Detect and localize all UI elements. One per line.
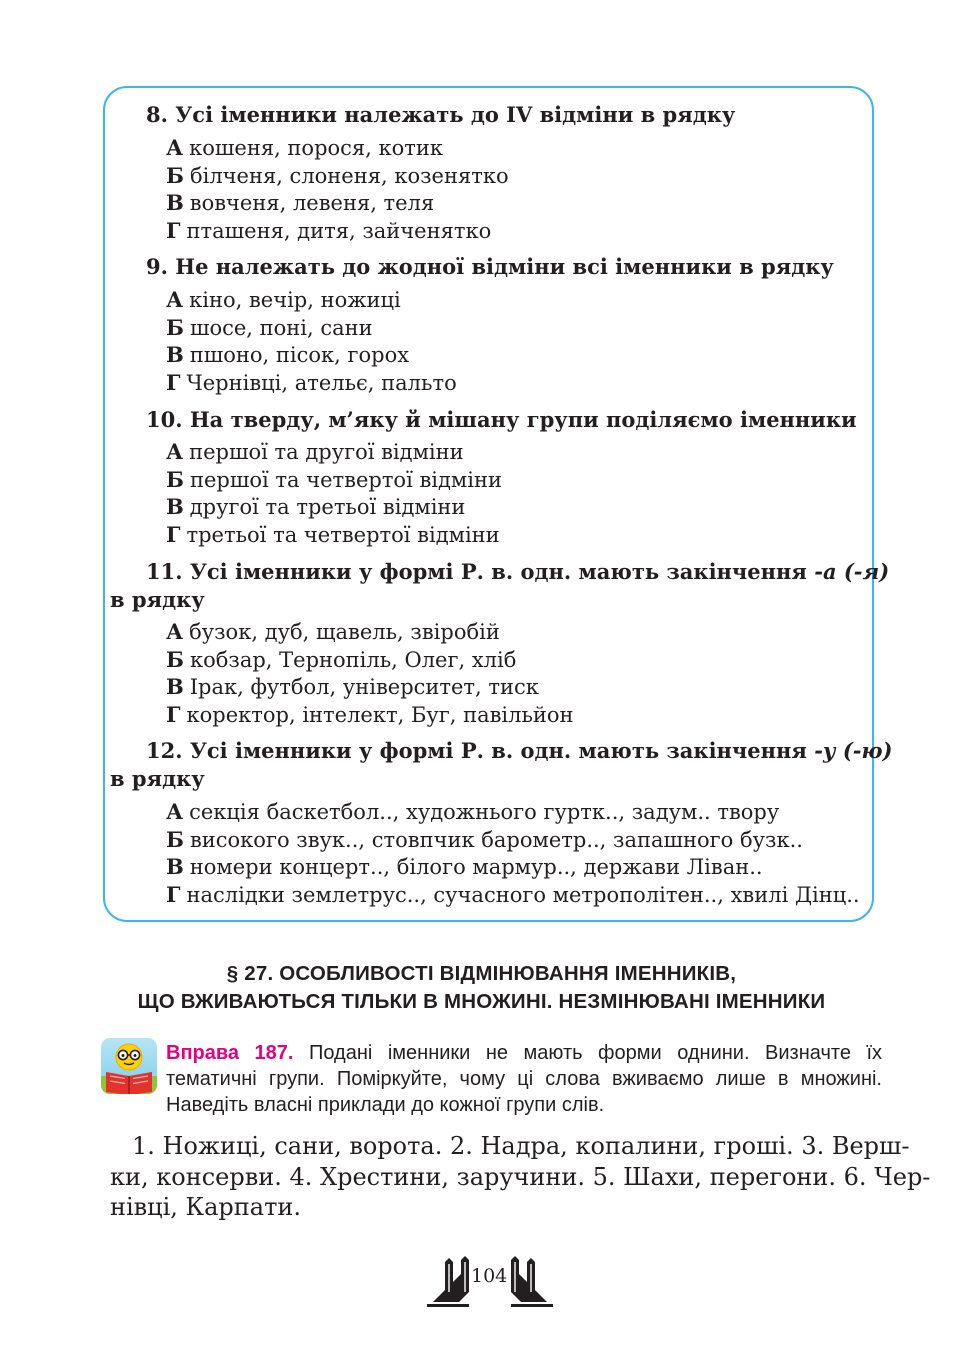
option-text: кіно, вечір, ножиці [189,288,401,312]
option-letter: Г [166,882,181,907]
question-12-option-b[interactable] [166,826,803,854]
option-letter: Г [166,218,181,243]
question-12-option-c[interactable] [166,853,763,881]
option-letter: Б [166,163,184,188]
question-10-option-c[interactable] [166,493,465,521]
question-12-option-d[interactable] [166,881,860,909]
option-letter: Б [166,315,184,340]
option-letter: Б [166,827,184,852]
option-letter: Б [166,467,184,492]
option-text: бузок, дуб, щавель, звіробій [189,620,500,644]
question-title-text: 12. Усі іменники у формі Р. в. одн. мають закінчення [146,738,815,763]
exercise-instructions [166,1040,882,1118]
option-text: наслідки землетрус.., сучасного метрополітен.., хвилі Дінц.. [186,883,860,907]
option-letter: Г [166,370,181,395]
question-ending: -у (-ю) [814,738,893,763]
question-8-option-c[interactable] [166,189,434,217]
question-10-option-a[interactable] [166,438,464,466]
option-text: білченя, слоненя, козенятко [189,164,509,188]
exercise-line-3: Наведіть власні приклади до кожної групи слів. [166,1094,605,1116]
option-text: шосе, поні, сани [189,316,373,340]
question-title-text: 11. Усі іменники у формі Р. в. одн. мають закінчення [146,559,815,584]
question-ending: -а (-я) [814,559,890,584]
body-text-line-3: нівці, Карпати. [110,1193,302,1221]
option-text: високого звук.., стовпчик барометр.., запашного бузк.. [189,828,803,852]
option-text: Чернівці, ательє, пальто [186,371,457,395]
question-9-option-c[interactable] [166,341,409,369]
reading-student-icon [101,1038,157,1094]
option-letter: В [166,190,184,215]
option-letter: В [166,494,184,519]
section-heading-line-1: § 27. ОСОБЛИВОСТІ ВІДМІНЮВАННЯ ІМЕННИКІВ, [226,962,737,985]
question-10-option-d[interactable] [166,521,500,549]
question-11-option-b[interactable] [166,646,516,674]
question-9-title: 9. Не належать до жодної відміни всі іменники в рядку [146,254,834,279]
option-letter: Г [166,522,181,547]
question-11-option-d[interactable] [166,701,574,729]
question-10-title: 10. На тверду, м’яку й мішану групи поділяємо іменники [146,407,857,432]
option-letter: В [166,854,184,879]
question-10-option-b[interactable] [166,466,502,494]
question-12-title [146,737,892,765]
question-11-title [146,558,889,586]
question-11-option-c[interactable] [166,673,539,701]
option-letter: А [166,439,184,464]
option-text: другої та третьої відміни [189,495,466,519]
question-9-option-a[interactable] [166,286,401,314]
option-text: першої та четвертої відміни [189,468,502,492]
option-text: Ірак, футбол, університет, тиск [189,675,539,699]
body-text-line-1: 1. Ножиці, сани, ворота. 2. Надра, копалини, гроші. 3. Верш- [132,1132,910,1160]
question-11-option-a[interactable] [166,618,500,646]
question-9-option-b[interactable] [166,314,373,342]
option-letter: В [166,342,184,367]
option-text: пташеня, дитя, зайченятко [186,219,492,243]
option-letter: А [166,287,184,312]
question-9-option-d[interactable] [166,369,457,397]
option-text: номери концерт.., білого мармур.., держави Ліван.. [189,855,763,879]
option-letter: Б [166,647,184,672]
option-text: кобзар, Тернопіль, Олег, хліб [189,648,517,672]
question-12-option-a[interactable] [166,798,779,826]
question-11-title-cont: в рядку [110,587,205,612]
question-8-title: 8. Усі іменники належать до IV відміни в рядку [146,102,736,127]
option-letter: А [166,619,184,644]
exercise-label: Вправа 187. [166,1042,294,1064]
question-8-option-a[interactable] [166,134,443,162]
option-text: третьої та четвертої відміни [186,523,500,547]
option-text: секція баскетбол.., художнього гуртк.., задум.. твору [189,800,780,824]
body-text-line-2: ки, консерви. 4. Хрестини, заручини. 5. Шахи, перегони. 6. Чер- [110,1163,931,1191]
exercise-text-1: Подані іменники не мають форми однини. Визначте їх [293,1042,883,1064]
option-letter: Г [166,702,181,727]
option-text: пшоно, пісок, горох [189,343,410,367]
question-8-option-d[interactable] [166,217,491,245]
exercise-line-2: тематичні групи. Поміркуйте, чому ці слова вживаємо лише в множині. [166,1068,882,1090]
section-heading-line-2: ЩО ВЖИВАЮТЬСЯ ТІЛЬКИ В МНОЖИНІ. НЕЗМІНЮВАНІ ІМЕННИКИ [137,990,826,1013]
option-text: кошеня, порося, котик [189,136,444,160]
option-letter: А [166,135,184,160]
option-text: вовченя, левеня, теля [189,191,435,215]
page-number: 104 [471,1265,508,1287]
option-letter: В [166,674,184,699]
exercise-line-1 [166,1040,882,1066]
question-8-option-b[interactable] [166,162,509,190]
question-12-title-cont: в рядку [110,766,205,791]
option-letter: А [166,799,184,824]
option-text: першої та другої відміни [189,440,464,464]
option-text: коректор, інтелект, Буг, павільйон [186,703,574,727]
